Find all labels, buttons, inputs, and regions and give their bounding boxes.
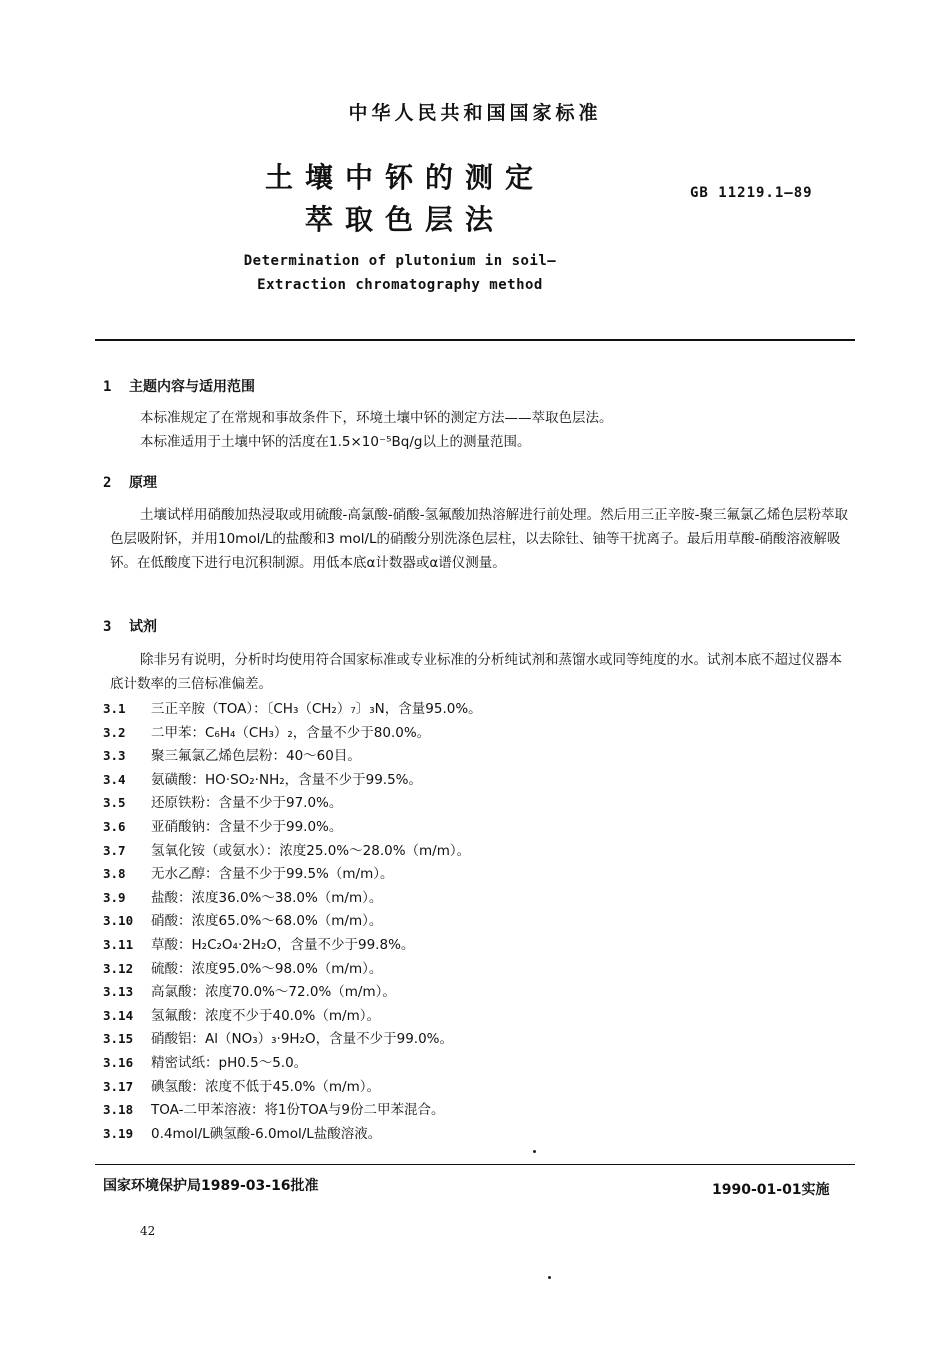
list-item: 3.15 硝酸铝：Al（NO₃）₃·9H₂O，含量不少于99.0%。: [103, 1031, 453, 1048]
section1-body: [110, 406, 850, 454]
approval-statement: 国家环境保护局1989-03-16批准: [103, 1178, 319, 1194]
section3-number: 3: [103, 619, 112, 635]
section1-number: 1: [103, 379, 112, 395]
english-title-line1: Determination of plutonium in soil—: [243, 253, 557, 269]
list-item: 3.13 高氯酸：浓度70.0%～72.0%（m/m）。: [103, 984, 396, 1001]
standard-number: GB 11219.1—89: [690, 185, 813, 201]
list-item: 3.5 还原铁粉：含量不少于97.0%。: [103, 795, 343, 812]
section2-paragraph1: 土壤试样用硝酸加热浸取或用硫酸-高氯酸-硝酸-氢氟酸加热溶解进行前处理。然后用三正辛胺-聚三氟氯乙烯色层粉萃取色层吸附钚，并用10mol/L的盐酸和3 mol/L的硝酸分别洗涤色层柱，以去除钍、铀等干扰离子。最后用草酸-硝酸溶液解吸钚。在低酸度下进行电沉积制源。用低本底α计数器或α谱仪测量。: [110, 507, 848, 571]
section2-title: 原理: [129, 475, 157, 491]
scan-speck: [548, 1276, 551, 1279]
section2-body: [110, 503, 850, 575]
national-standard-header: 中华人民共和国国家标准: [348, 102, 602, 124]
list-item: 3.3 聚三氟氯乙烯色层粉：40～60目。: [103, 748, 361, 765]
list-item: 3.12 硫酸：浓度95.0%～98.0%（m/m）。: [103, 960, 383, 977]
section3-heading: [103, 616, 157, 636]
section2-heading: [103, 472, 157, 492]
list-item: 3.9 盐酸：浓度36.0%～38.0%（m/m）。: [103, 889, 383, 906]
document-title-line1: 土壤中钚的测定: [264, 161, 545, 194]
section1-heading: [103, 376, 255, 396]
section3-paragraph1: 除非另有说明，分析时均使用符合国家标准或专业标准的分析纯试剂和蒸馏水或同等纯度的水。试剂本底不超过仪器本底计数率的三倍标准偏差。: [110, 652, 842, 692]
list-item: 3.16 精密试纸：pH0.5～5.0。: [103, 1054, 308, 1071]
list-item: 3.1 三正辛胺（TOA）：〔CH₃（CH₂）₇〕₃N，含量95.0%。: [103, 701, 482, 717]
list-item: 3.11 草酸：H₂C₂O₄·2H₂O，含量不少于99.8%。: [103, 936, 415, 953]
list-item: 3.18 TOA-二甲苯溶液：将1份TOA与9份二甲苯混合。: [103, 1102, 445, 1119]
header-divider: [95, 339, 855, 341]
list-item: 3.10 硝酸：浓度65.0%～68.0%（m/m）。: [103, 913, 383, 930]
english-title-line2: Extraction chromatography method: [257, 277, 543, 293]
list-item: 3.8 无水乙醇：含量不少于99.5%（m/m）。: [103, 866, 394, 883]
section1-paragraph2: 本标准适用于土壤中钚的活度在1.5×10⁻⁵Bq/g以上的测量范围。: [140, 434, 531, 450]
list-item: 3.2 二甲苯：C₆H₄（CH₃）₂，含量不少于80.0%。: [103, 724, 431, 741]
list-item: 3.17 碘氢酸：浓度不低于45.0%（m/m）。: [103, 1078, 380, 1095]
document-title-line2: 萃取色层法: [304, 203, 505, 236]
section3-body: [110, 648, 850, 696]
list-item: 3.14 氢氟酸：浓度不少于40.0%（m/m）。: [103, 1007, 380, 1024]
implementation-date: 1990-01-01实施: [712, 1182, 830, 1198]
page-number: 42: [140, 1224, 156, 1238]
section1-title: 主题内容与适用范围: [129, 379, 255, 395]
section1-paragraph1: 本标准规定了在常规和事故条件下，环境土壤中钚的测定方法——萃取色层法。: [140, 410, 613, 426]
footer-divider: [95, 1164, 855, 1165]
list-item: 3.6 亚硝酸钠：含量不少于99.0%。: [103, 818, 343, 835]
list-item: 3.19 0.4mol/L碘氢酸-6.0mol/L盐酸溶液。: [103, 1125, 382, 1142]
section2-number: 2: [103, 475, 112, 491]
list-item: 3.7 氢氧化铵（或氨水）：浓度25.0%～28.0%（m/m）。: [103, 842, 471, 859]
reagent-list: [103, 697, 482, 1145]
section3-title: 试剂: [129, 619, 157, 635]
list-item: 3.4 氨磺酸：HO·SO₂·NH₂，含量不少于99.5%。: [103, 771, 423, 788]
scan-speck: [533, 1150, 536, 1153]
